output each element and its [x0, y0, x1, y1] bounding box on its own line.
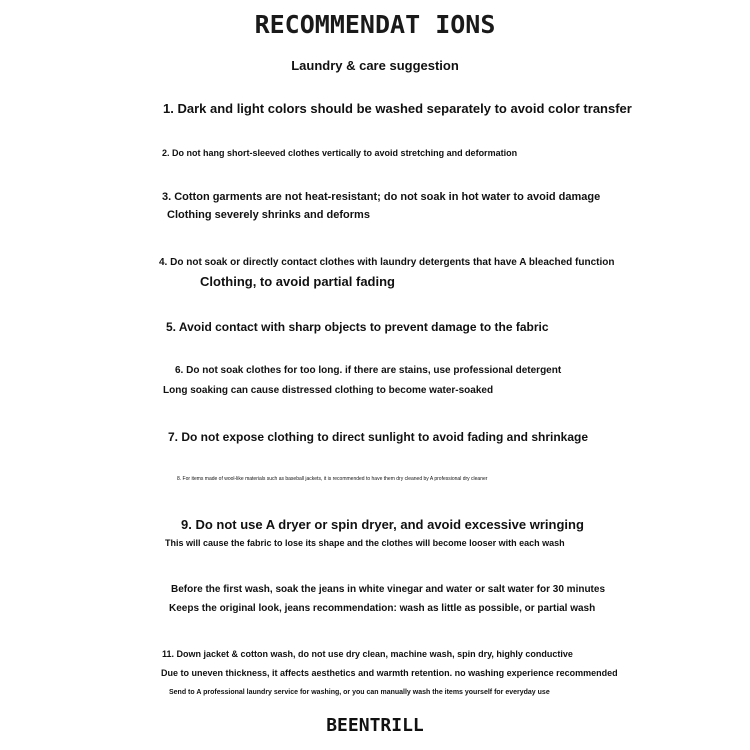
care-item-3-note: Clothing severely shrinks and deforms: [167, 209, 370, 221]
care-item-6-note: Long soaking can cause distressed clothing to become water-soaked: [163, 385, 494, 396]
care-item-2: 2. Do not hang short-sleeved clothes vertically to avoid stretching and deformation: [162, 148, 518, 158]
care-item-11-note-2: Send to A professional laundry service for washing, or you can manually wash the items yourself for everyday use: [169, 689, 550, 696]
care-item-10-note: Keeps the original look, jeans recommendation: wash as little as possible, or partial wash: [169, 603, 596, 614]
care-item-9: 9. Do not use A dryer or spin dryer, and avoid excessive wringing: [181, 517, 584, 532]
care-item-9-note: This will cause the fabric to lose its shape and the clothes will become looser with each wash: [165, 538, 565, 548]
care-item-8: 8. For items made of wool-like materials such as baseball jackets, it is recommended to have them dry cleaned by A professional dry cleaner: [177, 476, 488, 482]
care-item-7: 7. Do not expose clothing to direct sunlight to avoid fading and shrinkage: [168, 430, 589, 444]
brand-wordmark: BEENTRILL: [326, 715, 424, 736]
care-item-10: Before the first wash, soak the jeans in white vinegar and water or salt water for 30 minutes: [171, 584, 606, 595]
page-title: RECOMMENDAT IONS: [254, 10, 496, 39]
page-subtitle: Laundry & care suggestion: [291, 58, 459, 73]
care-item-5: 5. Avoid contact with sharp objects to prevent damage to the fabric: [166, 320, 549, 334]
care-item-11-note: Due to uneven thickness, it affects aesthetics and warmth retention. no washing experience recommended: [161, 668, 618, 678]
care-item-6: 6. Do not soak clothes for too long. if there are stains, use professional detergent: [175, 365, 562, 376]
care-item-4-note: Clothing, to avoid partial fading: [200, 274, 395, 289]
care-item-3: 3. Cotton garments are not heat-resistant; do not soak in hot water to avoid damage: [162, 191, 601, 203]
care-item-4: 4. Do not soak or directly contact clothes with laundry detergents that have A bleached function: [159, 257, 615, 268]
care-item-1: 1. Dark and light colors should be washed separately to avoid color transfer: [163, 101, 632, 116]
care-item-11: 11. Down jacket & cotton wash, do not use dry clean, machine wash, spin dry, highly conductive: [162, 649, 573, 659]
